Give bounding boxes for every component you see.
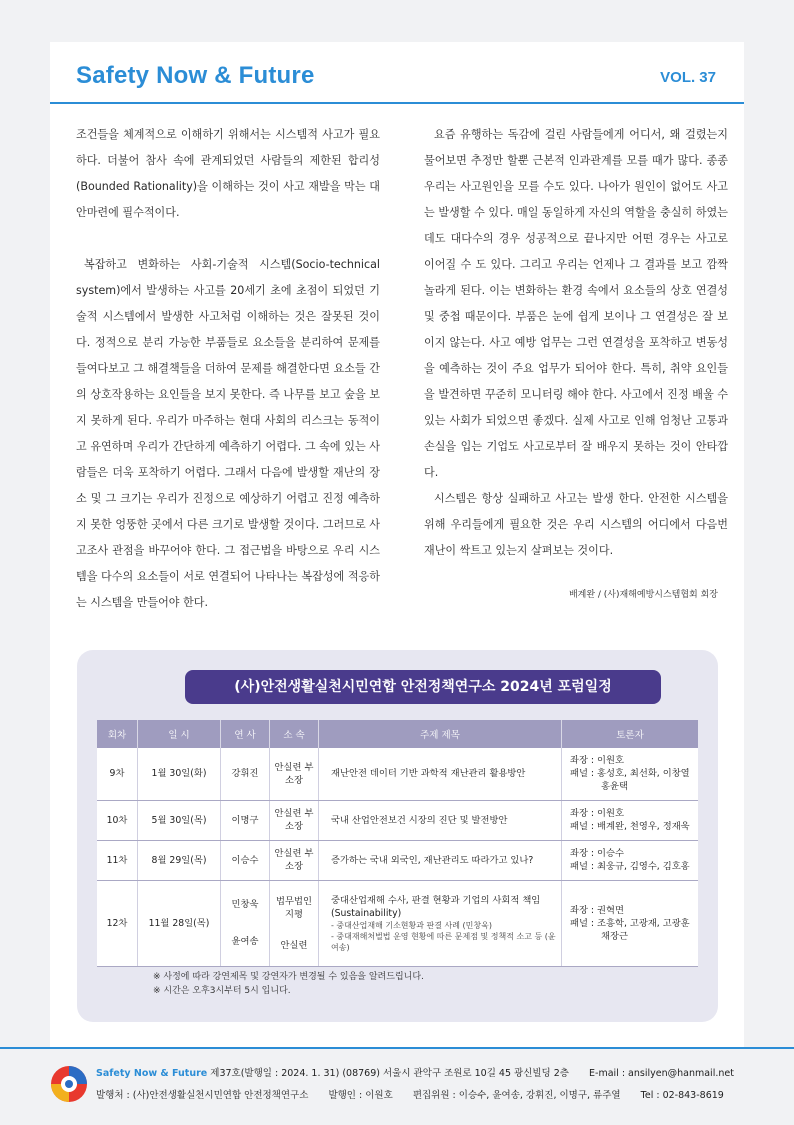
date-cell: 1월 30일(화) xyxy=(138,748,221,800)
panel: 패널 : 홍성호, 최선화, 이창열 xyxy=(570,768,690,780)
footer-issue-info: 제37호(발행일 : 2024. 1. 31) (08769) 서울시 관악구 조원로 10길 45 광신빌딩 2층 xyxy=(210,1068,569,1079)
column-header: 토론자 xyxy=(562,720,699,748)
footer-publisher: 발행처 : (사)안전생활실천시민연합 안전정책연구소 xyxy=(96,1090,309,1101)
chair: 좌장 : 이원호 xyxy=(570,755,624,767)
footer-issue-line xyxy=(96,1065,734,1079)
forum-schedule-box xyxy=(77,650,718,1022)
panel: 패널 : 최웅규, 김영수, 김호홍 xyxy=(570,861,690,872)
affiliation-name: 안실련 xyxy=(280,939,308,951)
article-paragraph: 복잡하고 변화하는 사회-기술적 시스템(Socio-technical system)에서 발생하는 사고를 20세기 초에 초점이 되었던 기술적 시스템에서 발생한 사고처럼 이해하는 것은 잘못된 것이다. 정적으로 분리 가능한 부품들로 요소들을 분리하여 문제를 들여다보고 그 해결책들을 더하여 문제를 해결한다면 요소들 간의 상호작용하는 요인들을 보지 못한다. 즉 나무를 보고 숲을 보지 못하게 된다. 우리가 마주하는 현대 사회의 리스크는 동적이고 유연하며 우리가 간단하게 예측하기 어렵다. 그 속에 있는 사람들은 더욱 포착하기 어렵다. 그래서 다음에 발생할 재난의 장소 및 그 크기는 우리가 진정으로 예상하기 어렵고 진정 예측하지 못한 엉뚱한 곳에서 다른 크기로 발생할 것이다. 그러므로 사고조사 관점을 바꾸어야 한다. 그 접근법을 바탕으로 우리 시스템을 다수의 요소들이 서로 연결되어 나타나는 복잡성에 적응하는 시스템을 만들어야 한다. xyxy=(76,258,380,609)
speaker-cell: 이승수 xyxy=(221,840,270,880)
footer-email[interactable]: E-mail : ansilyen@hanmail.net xyxy=(589,1068,734,1079)
chair: 좌장 : 이승수 xyxy=(570,848,624,859)
table-row xyxy=(97,748,698,800)
footer-brand: Safety Now & Future xyxy=(96,1068,208,1079)
chair: 좌장 : 권혁면 xyxy=(570,904,624,916)
column-header: 회차 xyxy=(97,720,138,748)
affiliation-cell xyxy=(270,880,319,966)
date-cell: 8월 29일(목) xyxy=(138,840,221,880)
magazine-title: Safety Now & Future xyxy=(76,62,315,89)
footer-issuer: 발행인 : 이원호 xyxy=(328,1090,393,1101)
discussant-cell xyxy=(562,840,699,880)
column-header: 소 속 xyxy=(270,720,319,748)
header xyxy=(50,42,744,104)
table-row xyxy=(97,880,698,966)
forum-notes xyxy=(153,970,424,998)
panel-continued: 채장근 xyxy=(601,930,628,942)
footer-publisher-line xyxy=(96,1087,724,1101)
panel-continued: 홍윤택 xyxy=(601,781,628,793)
article-paragraph: 조건들을 체계적으로 이해하기 위해서는 시스템적 사고가 필요하다. 더불어 참사 속에 관계되었던 사람들의 제한된 합리성(Bounded Rationality)을 이해하는 것이 사고 재발을 막는 대안마련에 필수적이다. xyxy=(76,128,380,219)
article-right-column xyxy=(424,122,728,564)
column-header: 연 사 xyxy=(221,720,270,748)
forum-title: (사)안전생활실천시민연합 안전정책연구소 2024년 포럼일정 xyxy=(185,670,661,704)
speaker-cell xyxy=(221,880,270,966)
column-header: 일 시 xyxy=(138,720,221,748)
organization-logo-icon xyxy=(50,1065,88,1103)
chair: 좌장 : 이원호 xyxy=(570,808,624,819)
volume-number: VOL. 37 xyxy=(660,69,716,86)
article-paragraph: 요즘 유행하는 독감에 걸린 사람들에게 어디서, 왜 걸렸는지 물어보면 추정만 할뿐 근본적 인과관계를 모를 때가 많다. 종종 우리는 사고원인을 모를 수도 있다. 나아가 원인이 없어도 사고는 발생할 수 있다. 매일 동일하게 자신의 역할을 충실히 하였는데도 대다수의 경우 성공적으로 끝나지만 어떤 경우는 사고로 이어질 수 도 있다. 그리고 우리는 언제나 그 결과를 보고 깜짝 놀라게 된다. 이는 변화하는 환경 속에서 요소들의 상호 연결성 및 중첩 때문이다. 부품은 눈에 쉽게 보이나 그 연결성은 잘 보이지 않는다. 사고 예방 업무는 그런 연결성을 포착하고 변동성을 예측하는 것이 주요 업무가 되어야 한다. 특히, 취약 요인들을 발견하면 꾸준히 모니터링 해야 한다. 사고에서 진정 배울 수 있는 사회가 되었으면 좋겠다. 실제 사고로 인해 엄청난 고통과 손실을 입는 기업도 사고로부터 잘 배우지 못하는 것이 안타깝다. xyxy=(424,128,728,479)
round-cell: 9차 xyxy=(97,748,138,800)
page xyxy=(50,42,744,1123)
footer-editors: 편집위원 : 이승수, 윤여송, 강휘진, 이명구, 류주열 xyxy=(412,1090,621,1101)
speaker-name: 윤여송 xyxy=(231,936,259,947)
topic-cell: 재난안전 데이터 기반 과학적 재난관리 활용방안 xyxy=(319,748,562,800)
panel: 패널 : 배계완, 천영우, 정재욱 xyxy=(570,821,690,832)
article-left-column xyxy=(76,122,380,642)
topic-cell: 증가하는 국내 외국인, 재난관리도 따라가고 있나? xyxy=(319,840,562,880)
affiliation-cell: 안실련 부소장 xyxy=(270,748,319,800)
date-cell: 5월 30일(목) xyxy=(138,800,221,840)
topic-cell xyxy=(319,880,562,966)
affiliation-cell: 안실련 부소장 xyxy=(270,800,319,840)
topic-subitem: - 중대재해처벌법 운영 현황에 따른 문제점 및 정책적 소고 등 (윤여송) xyxy=(331,931,556,952)
round-cell: 11차 xyxy=(97,840,138,880)
table-row xyxy=(97,800,698,840)
discussant-cell xyxy=(562,748,699,800)
speaker-cell: 강휘진 xyxy=(221,748,270,800)
table-header-row xyxy=(97,720,698,748)
column-header: 주제 제목 xyxy=(319,720,562,748)
discussant-cell xyxy=(562,880,699,966)
affiliation-name: 법무법인 지평 xyxy=(276,895,312,920)
round-cell: 12차 xyxy=(97,880,138,966)
date-cell: 11월 28일(목) xyxy=(138,880,221,966)
speaker-name: 민창욱 xyxy=(231,899,259,910)
affiliation-cell: 안실련 부소장 xyxy=(270,840,319,880)
discussant-cell xyxy=(562,800,699,840)
topic-subitem: - 중대산업재해 기소현황과 판결 사례 (민창욱) xyxy=(331,920,492,930)
panel: 패널 : 조흥학, 고광재, 고광훈 xyxy=(570,917,690,929)
topic-cell: 국내 산업안전보건 시장의 진단 및 발전방안 xyxy=(319,800,562,840)
note-line: ※ 시간은 오후3시부터 5시 입니다. xyxy=(153,986,291,996)
speaker-cell: 이명구 xyxy=(221,800,270,840)
author-byline: 배계완 / (사)재해예방시스템협회 회장 xyxy=(568,590,718,600)
article-paragraph: 시스템은 항상 실패하고 사고는 발생 한다. 안전한 시스템을 위해 우리들에게 필요한 것은 우리 시스템의 어디에서 다음번 재난이 싹트고 있는지 살펴보는 것이다. xyxy=(424,492,728,557)
footer-tel: Tel : 02-843-8619 xyxy=(640,1090,724,1101)
footer xyxy=(0,1047,794,1125)
note-line: ※ 사정에 따라 강연제목 및 강연자가 변경될 수 있음을 알려드립니다. xyxy=(153,972,424,982)
topic-title: 중대산업재해 수사, 판결 현황과 기업의 사회적 책임(Sustainability) xyxy=(331,894,541,919)
table-row xyxy=(97,840,698,880)
round-cell: 10차 xyxy=(97,800,138,840)
forum-schedule-table xyxy=(97,720,698,967)
